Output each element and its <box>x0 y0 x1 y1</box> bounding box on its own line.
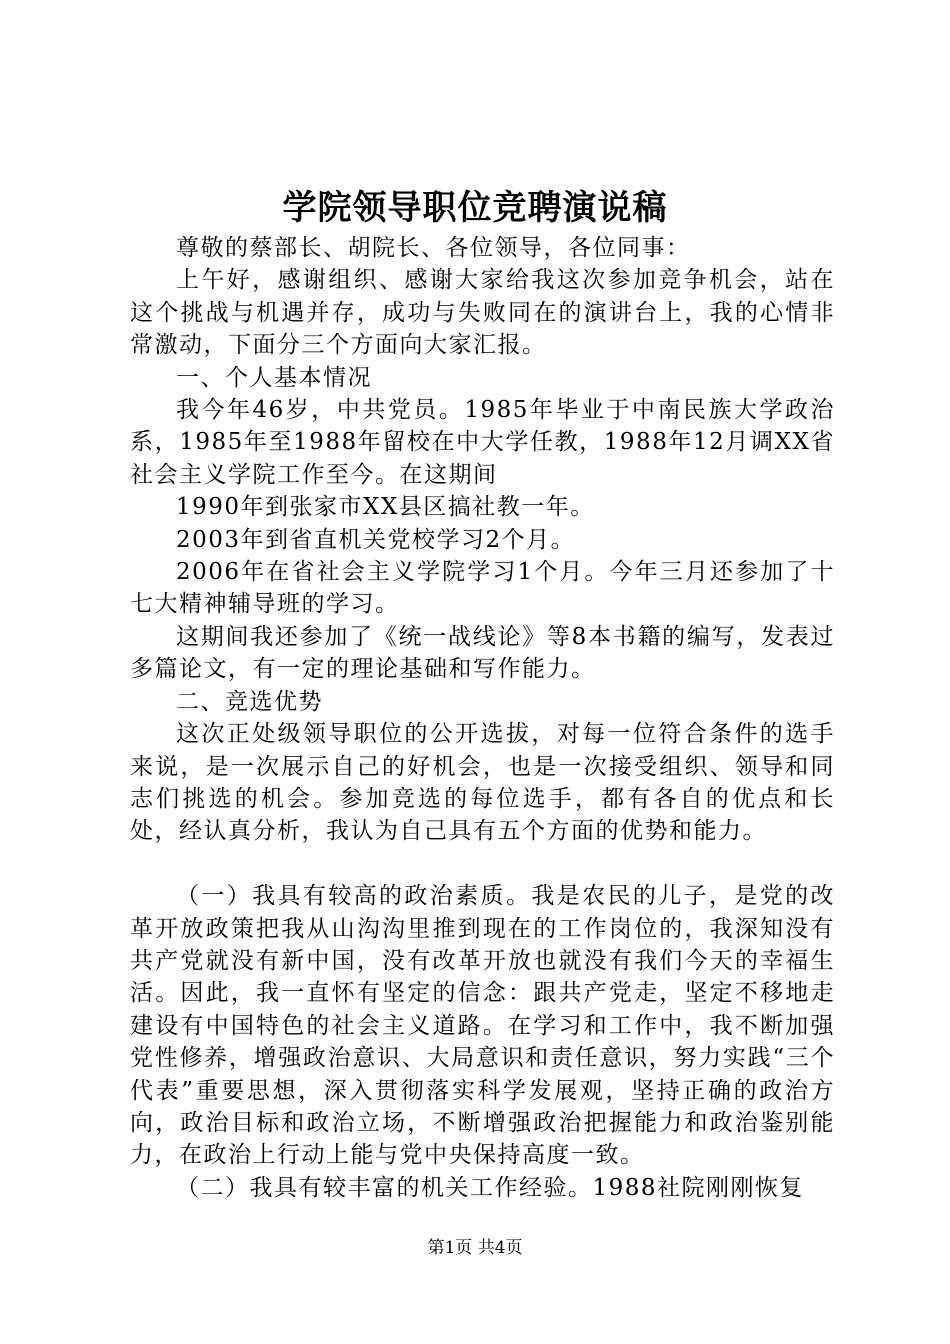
document-title: 学院领导职位竞聘演说稿 <box>282 188 668 228</box>
section-heading-advantages: 二、竞选优势 <box>176 688 323 715</box>
section-heading-personal: 一、个人基本情况 <box>176 364 372 391</box>
paragraph-salutation: 尊敬的蔡部长、胡院长、各位领导，各位同事： <box>176 235 691 261</box>
page-number-footer: 第1页 共4页 <box>427 1238 523 1258</box>
paragraph-1990: 1990年到张家市XX县区搞社教一年。 <box>176 494 595 521</box>
paragraph-political-quality: （一）我具有较高的政治素质。我是农民的儿子，是党的改革开放政策把我从山沟沟里推到现在的工作岗位的，我深知没有共产党就没有新中国，没有改革开放也就没有我们今天的幸福生活。因此，我一直怀有坚定的信念：跟共产党走，坚定不移地走建设有中国特色的社会主义道路。在学习和工作中，我不断加强党性修养，增强政治意识、大局意识和责任意识，努力实践“三个代表”重要思想，深入贯彻落实科学发展观，坚持正确的政治方向，政治目标和政治立场，不断增强政治把握能力和政治鉴别能力，在政治上行动上能与党中央保持高度一致。 <box>130 883 835 1169</box>
paragraph-greeting: 上午好，感谢组织、感谢大家给我这次参加竞争机会，站在这个挑战与机遇并存，成功与失败同在的演讲台上，我的心情非常激动，下面分三个方面向大家汇报。 <box>130 267 835 359</box>
paragraph-work-experience: （二）我具有较丰富的机关工作经验。1988社院刚刚恢复 <box>176 1174 805 1201</box>
paragraph-advantages-intro: 这次正处级领导职位的公开选拔，对每一位符合条件的选手来说，是一次展示自己的好机会，也是一次接受组织、领导和同志们挑选的机会。参加竞选的每位选手，都有各自的优点和长处，经认真分析，我认为自己具有五个方面的优势和能力。 <box>130 721 835 845</box>
paragraph-writing: 这期间我还参加了《统一战线论》等8本书籍的编写，发表过多篇论文，有一定的理论基础和写作能力。 <box>130 623 835 683</box>
document-body <box>130 232 835 1204</box>
paragraph-2003: 2003年到省直机关党校学习2个月。 <box>176 526 576 553</box>
paragraph-2006: 2006年在省社会主义学院学习1个月。今年三月还参加了十七大精神辅导班的学习。 <box>130 559 835 618</box>
paragraph-personal-info: 我今年46岁，中共党员。1985年毕业于中南民族大学政治系，1985年至1988年留校在中大学任教，1988年12月调XX省社会主义学院工作至今。在这期间 <box>130 397 835 488</box>
